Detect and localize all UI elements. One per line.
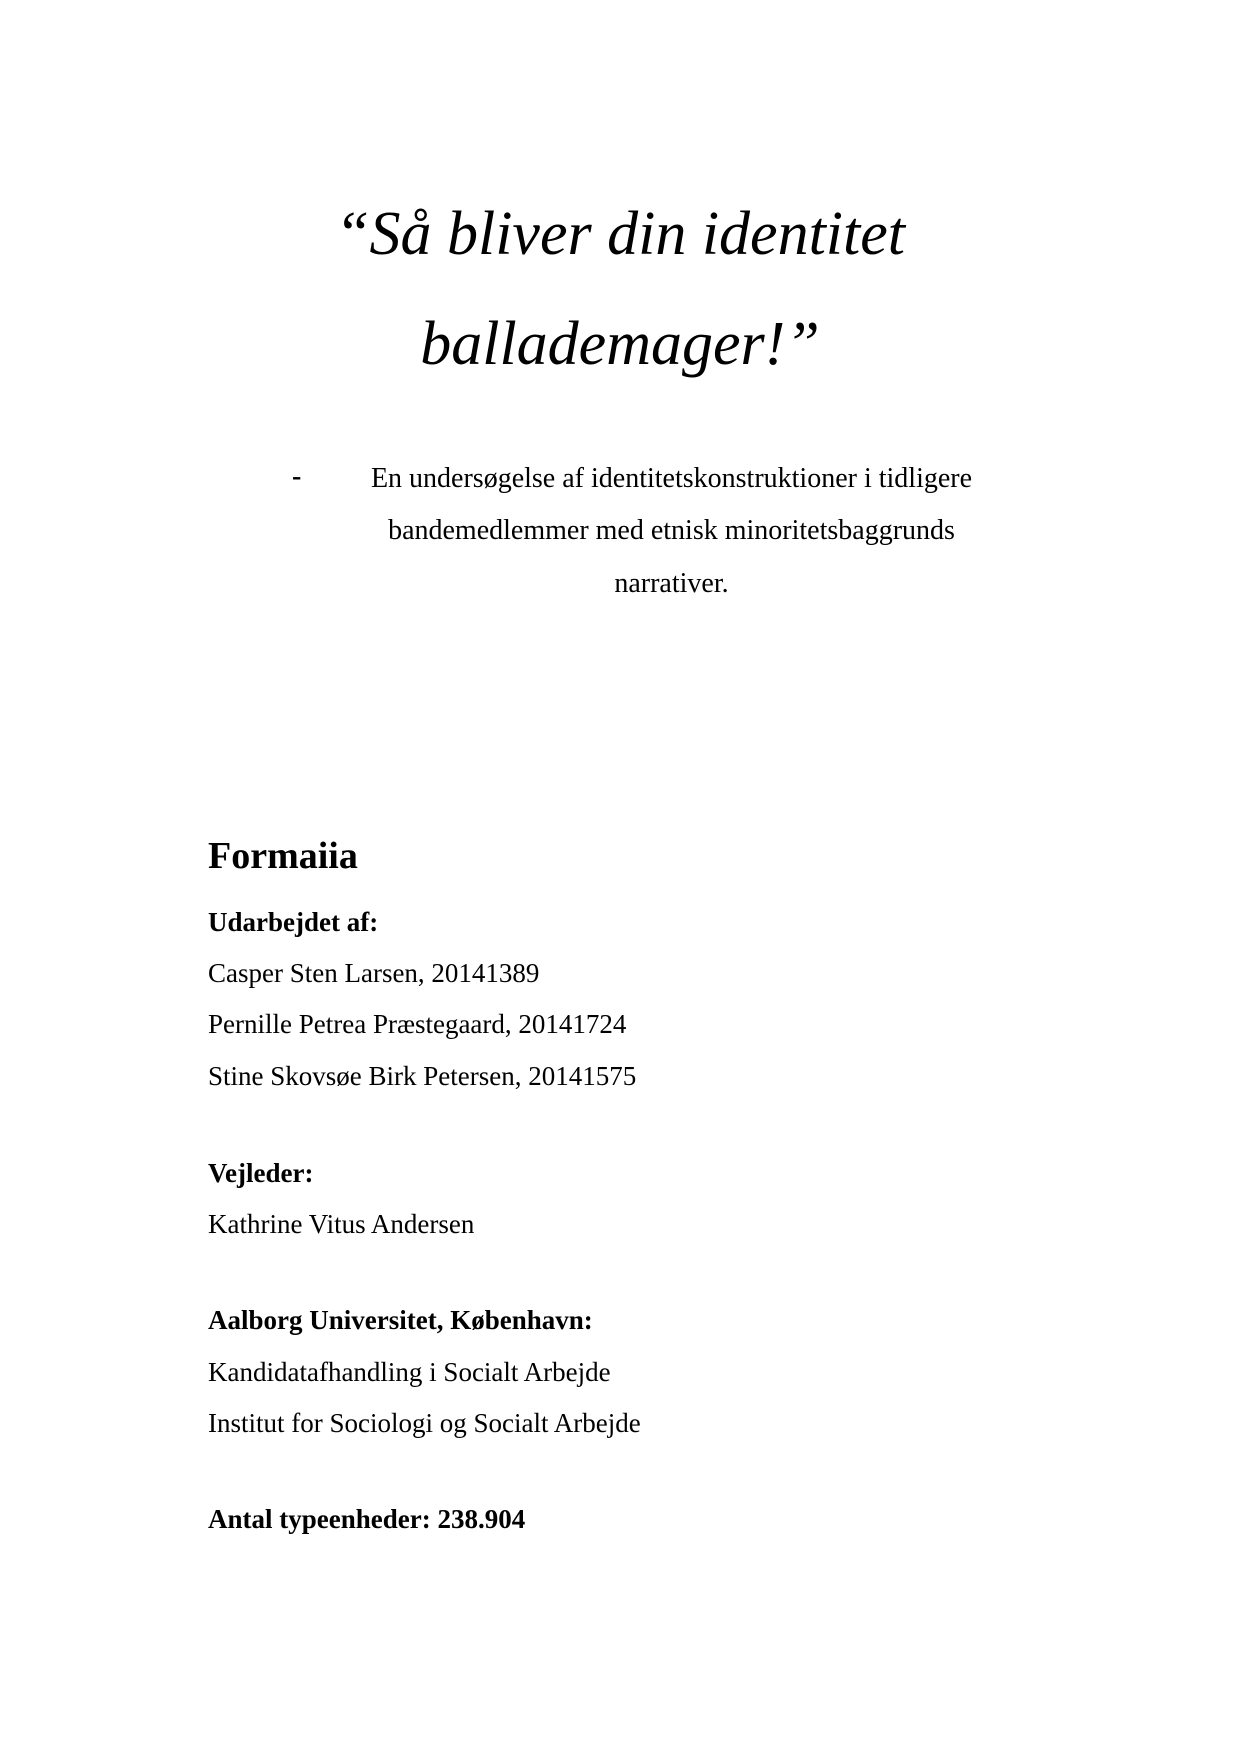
subtitle-line-3: narrativer. (614, 568, 729, 599)
authors-label: Udarbejdet af: (208, 907, 379, 937)
author-2: Pernille Petrea Præstegaard, 20141724 (208, 1009, 627, 1039)
subtitle-line-1: En undersøgelse af identitetskonstruktioner i tidligere (370, 463, 973, 494)
section-heading: Formaiia (208, 835, 358, 877)
institution-line-2: Institut for Sociologi og Socialt Arbejde (208, 1408, 641, 1438)
subtitle-line-2: bandemedlemmer med etnisk minoritetsbaggrunds (388, 515, 955, 546)
supervisor-label: Vejleder: (208, 1158, 314, 1188)
subtitle-dash: - (292, 461, 302, 492)
character-count: Antal typeenheder: 238.904 (208, 1504, 526, 1534)
author-1: Casper Sten Larsen, 20141389 (208, 958, 540, 988)
institution-label: Aalborg Universitet, København: (208, 1305, 593, 1335)
title-line-2: ballademager!” (420, 310, 820, 378)
author-3: Stine Skovsøe Birk Petersen, 20141575 (208, 1061, 637, 1091)
supervisor-name: Kathrine Vitus Andersen (208, 1209, 475, 1239)
institution-line-1: Kandidatafhandling i Socialt Arbejde (208, 1357, 611, 1387)
title-line-1: “Så bliver din identitet (335, 200, 905, 268)
